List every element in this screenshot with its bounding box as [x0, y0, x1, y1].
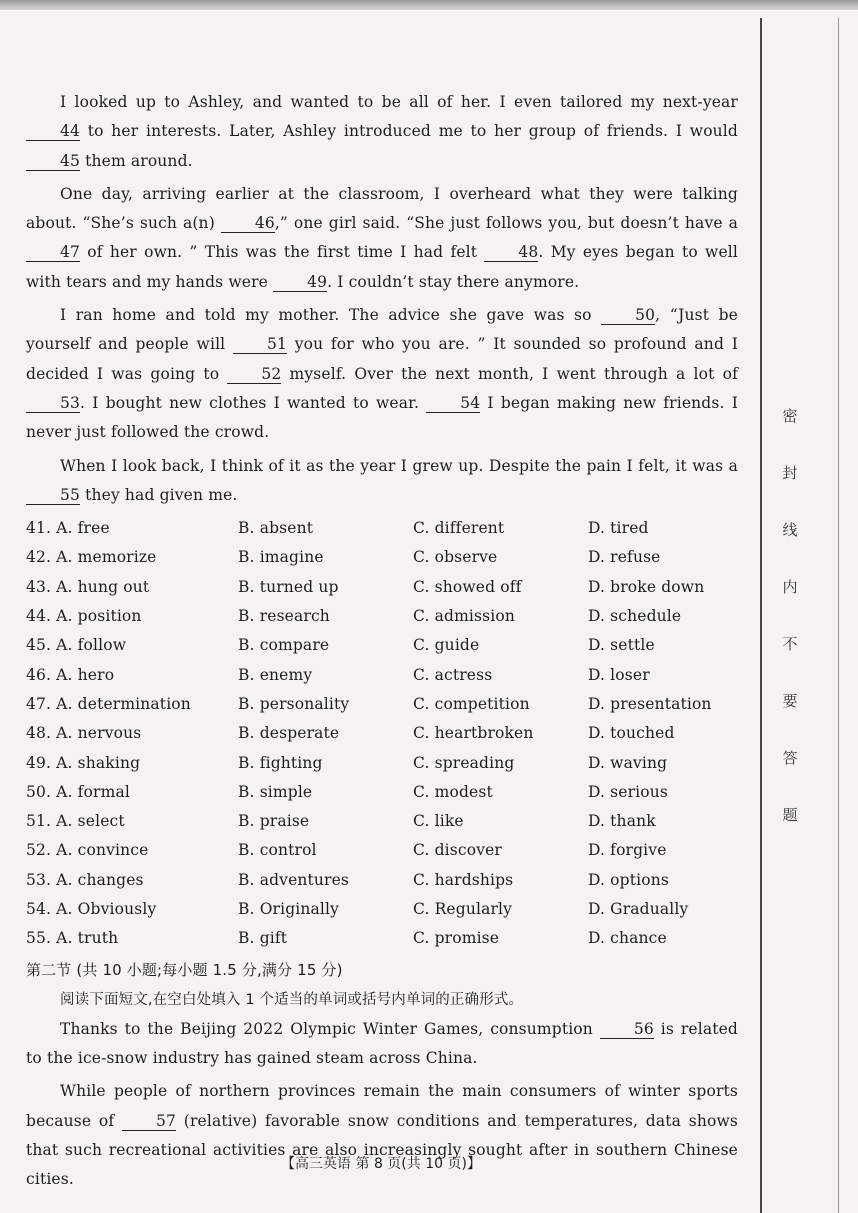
paragraph-text: to her interests. Later, Ashley introduced me to her group of friends. I would: [80, 122, 738, 141]
option-choice: C. competition: [413, 694, 530, 713]
option-choice: 43. A. hung out: [26, 577, 150, 596]
option-choice: B. control: [238, 841, 317, 860]
option-choice: D. tired: [588, 519, 649, 538]
option-choice: 46. A. hero: [26, 665, 115, 684]
paragraph-text: is related to the ice-snow industry has gained steam across China.: [26, 1019, 738, 1067]
option-choice: 51. A. select: [26, 812, 125, 831]
paragraph-text: you for who you are. ” It sounded so profound and I decided I was going to: [26, 335, 738, 383]
option-choice: C. promise: [413, 929, 500, 948]
paragraph-text: . I bought new clothes I wanted to wear.: [80, 393, 427, 412]
paragraph-text: ,” one girl said. “She just follows you, but doesn’t have a: [274, 214, 738, 233]
option-choice: 53. A. changes: [26, 870, 144, 889]
exam-content: [26, 88, 738, 1198]
seal-char: 答: [782, 749, 798, 767]
seal-line-notice: [775, 405, 805, 825]
paragraph-text: of her own. ” This was the first time I had felt: [80, 243, 485, 262]
scan-top-edge: [0, 0, 858, 10]
paragraph: [26, 1077, 738, 1194]
option-choice: C. showed off: [413, 577, 522, 596]
paragraph: [26, 88, 738, 176]
paragraph-text: them around.: [80, 151, 193, 170]
option-row: [26, 543, 738, 572]
option-row: [26, 895, 738, 924]
option-choice: C. hardships: [413, 870, 514, 889]
option-choice: 47. A. determination: [26, 694, 191, 713]
option-choice: B. imagine: [238, 548, 324, 567]
option-choice: 44. A. position: [26, 607, 142, 626]
page-edge-line: [838, 18, 839, 1213]
option-choice: B. gift: [238, 929, 288, 948]
paragraph-text: While people of northern provinces remain the main consumers of winter sports because of: [26, 1082, 738, 1130]
option-choice: C. actress: [413, 665, 493, 684]
option-choice: D. waving: [588, 753, 668, 772]
answer-blank: 52: [227, 365, 281, 384]
option-choice: B. simple: [238, 782, 313, 801]
paragraph-text: . I couldn’t stay there anymore.: [327, 272, 580, 291]
paragraph-text: (relative) favorable snow conditions and temperatures, data shows that such recreational activities are also increasingly sought after in southern Chinese cities.: [26, 1111, 739, 1189]
option-choice: D. settle: [588, 636, 655, 655]
option-choice: 54. A. Obviously: [26, 900, 157, 919]
answer-blank: 48: [484, 243, 538, 262]
option-choice: D. schedule: [588, 607, 682, 626]
option-row: [26, 836, 738, 865]
option-choice: B. fighting: [238, 753, 323, 772]
option-row: [26, 514, 738, 543]
paragraph: [26, 180, 738, 297]
seal-char: 题: [782, 806, 798, 824]
paragraph-text: When I look back, I think of it as the year I grew up. Despite the pain I felt, it was a: [60, 456, 738, 475]
option-choice: B. personality: [238, 694, 350, 713]
option-choice: 45. A. follow: [26, 636, 127, 655]
paragraph-text: , “Just be yourself and people will: [26, 306, 738, 354]
paragraph-text: One day, arriving earlier at the classroom, I overheard what they were talking about. “She’s such a(n): [26, 184, 738, 233]
cloze-passage: [26, 88, 738, 510]
seal-char: 要: [782, 692, 798, 710]
option-choice: 52. A. convince: [26, 841, 149, 860]
option-row: [26, 807, 738, 836]
option-choice: 50. A. formal: [26, 782, 130, 801]
seal-char: 密: [782, 407, 798, 425]
option-choice: B. compare: [238, 636, 330, 655]
option-row: [26, 749, 738, 778]
option-choice: 42. A. memorize: [26, 548, 157, 567]
option-choice: D. touched: [588, 724, 675, 743]
answer-blank: 49: [273, 273, 327, 292]
answer-blank: 57: [122, 1112, 176, 1131]
option-row: [26, 573, 738, 602]
option-row: [26, 778, 738, 807]
answer-blank: 46: [221, 214, 275, 233]
paragraph-text: they had given me.: [80, 485, 238, 504]
answer-blank: 55: [26, 486, 80, 505]
option-row: [26, 866, 738, 895]
answer-blank: 44: [26, 122, 80, 141]
option-choice: C. admission: [413, 607, 515, 626]
paragraph-text: I ran home and told my mother. The advice she gave was so: [60, 306, 602, 325]
paragraph: [26, 301, 738, 447]
option-row: [26, 924, 738, 953]
option-choice: D. refuse: [588, 548, 661, 567]
option-row: [26, 631, 738, 660]
option-choice: 49. A. shaking: [26, 753, 141, 772]
option-choice: C. heartbroken: [413, 724, 534, 743]
seal-char: 线: [782, 521, 798, 539]
paragraph: [26, 452, 738, 511]
option-row: [26, 661, 738, 690]
cloze-options: [26, 514, 738, 953]
option-choice: C. discover: [413, 841, 502, 860]
option-choice: D. chance: [588, 929, 667, 948]
answer-blank: 45: [26, 152, 80, 171]
option-row: [26, 719, 738, 748]
option-choice: D. broke down: [588, 577, 705, 596]
seal-line: [760, 18, 762, 1213]
option-choice: 55. A. truth: [26, 929, 119, 948]
answer-blank: 47: [26, 243, 80, 262]
paragraph-text: I looked up to Ashley, and wanted to be all of her. I even tailored my next-year: [60, 93, 738, 111]
paragraph-text: Thanks to the Beijing 2022 Olympic Winter Games, consumption: [60, 1019, 600, 1038]
option-choice: D. serious: [588, 782, 668, 801]
option-choice: C. guide: [413, 636, 480, 655]
option-choice: D. thank: [588, 812, 656, 831]
answer-blank: 53: [26, 394, 80, 413]
option-choice: C. observe: [413, 548, 498, 567]
option-choice: B. enemy: [238, 665, 313, 684]
option-choice: B. praise: [238, 812, 310, 831]
answer-blank: 54: [426, 394, 480, 413]
answer-blank: 56: [600, 1020, 654, 1039]
page-footer: 【高三英语 第 8 页(共 10 页)】: [281, 1156, 481, 1172]
option-choice: C. modest: [413, 782, 493, 801]
option-choice: D. options: [588, 870, 669, 889]
paragraph: [26, 1015, 738, 1074]
answer-blank: 50: [601, 306, 655, 325]
seal-char: 不: [782, 635, 798, 653]
seal-char: 内: [782, 578, 798, 596]
section-instruction: 阅读下面短文,在空白处填入 1 个适当的单词或括号内单词的正确形式。: [60, 991, 524, 1008]
section-title: 第二节 (共 10 小题;每小题 1.5 分,满分 15 分): [26, 960, 343, 979]
option-choice: B. desperate: [238, 724, 340, 743]
option-choice: 48. A. nervous: [26, 724, 142, 743]
option-choice: C. different: [413, 519, 505, 538]
option-choice: B. Originally: [238, 900, 340, 919]
option-choice: D. Gradually: [588, 900, 689, 919]
answer-blank: 51: [233, 335, 287, 354]
option-choice: D. loser: [588, 665, 650, 684]
option-choice: C. spreading: [413, 753, 515, 772]
option-choice: C. like: [413, 812, 464, 831]
seal-char: 封: [782, 464, 798, 482]
paragraph-text: . My eyes began to well with tears and my hands were: [26, 243, 739, 291]
paragraph-text: I began making new friends. I never just followed the crowd.: [26, 393, 738, 442]
option-choice: B. absent: [238, 519, 314, 538]
option-choice: D. presentation: [588, 694, 712, 713]
option-row: [26, 690, 738, 719]
option-choice: B. adventures: [238, 870, 350, 889]
paragraph-text: myself. Over the next month, I went through a lot of: [281, 364, 738, 383]
option-choice: B. turned up: [238, 577, 339, 596]
option-choice: B. research: [238, 607, 330, 626]
option-row: [26, 602, 738, 631]
option-choice: C. Regularly: [413, 900, 513, 919]
option-choice: 41. A. free: [26, 519, 110, 538]
option-choice: D. forgive: [588, 841, 667, 860]
